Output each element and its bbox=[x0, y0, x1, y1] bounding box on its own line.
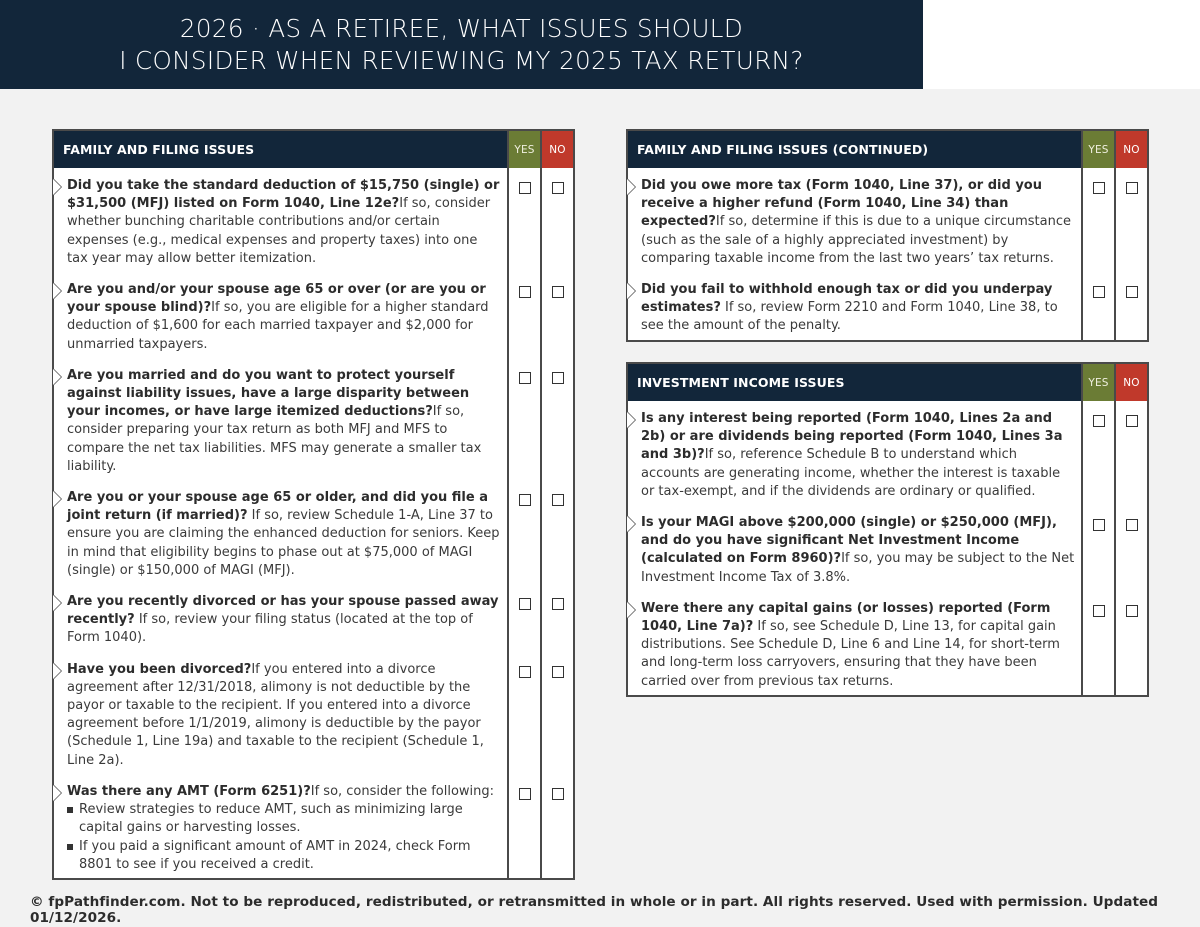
yes-column-header: YES bbox=[507, 131, 540, 168]
no-cell bbox=[540, 272, 573, 358]
no-checkbox[interactable] bbox=[1126, 605, 1138, 617]
answer-text: If so, review Form 2210 and Form 1040, Line 38, to see the amount of the penalty. bbox=[641, 300, 1058, 334]
yes-cell bbox=[507, 480, 540, 584]
answer-text: If so, determine if this is due to a unique circumstance (such as the sale of a highly appreciated investment) by comparing taxable income from the last two years’ tax returns. bbox=[641, 214, 1071, 266]
yes-cell bbox=[507, 652, 540, 774]
checklist-item bbox=[628, 505, 1147, 591]
yes-cell bbox=[507, 358, 540, 480]
checklist-item-text bbox=[54, 272, 507, 358]
no-cell bbox=[540, 168, 573, 272]
checklist-item bbox=[54, 652, 573, 774]
yes-cell bbox=[507, 774, 540, 878]
no-cell bbox=[1114, 168, 1147, 272]
item-arrow-marker-fill bbox=[53, 491, 61, 507]
item-arrow-marker-fill bbox=[53, 595, 61, 611]
question-text: Were there any capital gains (or losses) reported (Form 1040, Line 7a)? bbox=[641, 600, 1051, 635]
question-text: Is any interest being reported (Form 1040, Lines 2a and 2b) or are dividends being reported (Form 1040, Lines 3a and 3b)? bbox=[641, 411, 1063, 463]
yes-column-header: YES bbox=[1081, 364, 1114, 401]
answer-text: If you entered into a divorce agreement after 12/31/2018, alimony is not deductible by the payor or taxable to the recipient. If you entered into a divorce agreement before 1/1/2019, alimony is deductible by the payor (Schedule 1, Line 19a) and taxable to the recipient (Schedule 1, Line 2a). bbox=[67, 661, 484, 768]
investment-income-panel bbox=[626, 362, 1149, 697]
yes-checkbox[interactable] bbox=[519, 286, 531, 298]
yes-cell bbox=[1081, 591, 1114, 695]
no-checkbox[interactable] bbox=[1126, 182, 1138, 194]
question-text: Did you take the standard deduction of $15,750 (single) or $31,500 (MFJ) listed on Form 1040, Line 12e? bbox=[67, 178, 500, 212]
checklist-item bbox=[54, 358, 573, 480]
checklist-item-text bbox=[54, 584, 507, 652]
page-title bbox=[0, 0, 923, 77]
yes-checkbox[interactable] bbox=[1093, 519, 1105, 531]
copyright-footer: © fpPathfinder.com. Not to be reproduced, redistributed, or retransmitted in whole or in part. All rights reserved. Used with permission. Updated 01/12/2026. bbox=[30, 894, 1159, 926]
no-checkbox[interactable] bbox=[552, 182, 564, 194]
yes-column-header: YES bbox=[1081, 131, 1114, 168]
yes-checkbox[interactable] bbox=[1093, 182, 1105, 194]
item-arrow-marker-fill bbox=[627, 602, 635, 618]
no-checkbox[interactable] bbox=[552, 286, 564, 298]
panel-header bbox=[54, 131, 573, 168]
yes-checkbox[interactable] bbox=[1093, 286, 1105, 298]
no-checkbox[interactable] bbox=[1126, 286, 1138, 298]
item-arrow-marker-fill bbox=[627, 283, 635, 299]
yes-checkbox[interactable] bbox=[519, 182, 531, 194]
checklist-item bbox=[628, 272, 1147, 340]
panel-header bbox=[628, 131, 1147, 168]
no-checkbox[interactable] bbox=[552, 666, 564, 678]
bullet-item: Review strategies to reduce AMT, such as minimizing large capital gains or harvesting losses. bbox=[67, 801, 501, 837]
page-header bbox=[0, 0, 923, 89]
checklist-item-text bbox=[54, 358, 507, 480]
no-cell bbox=[540, 358, 573, 480]
no-cell bbox=[540, 652, 573, 774]
no-cell bbox=[1114, 401, 1147, 505]
item-arrow-marker-fill bbox=[53, 663, 61, 679]
no-checkbox[interactable] bbox=[1126, 415, 1138, 427]
yes-cell bbox=[507, 584, 540, 652]
yes-checkbox[interactable] bbox=[519, 372, 531, 384]
item-arrow-marker-fill bbox=[627, 412, 635, 428]
yes-checkbox[interactable] bbox=[519, 666, 531, 678]
checklist-item bbox=[54, 584, 573, 652]
no-column-header: NO bbox=[540, 131, 573, 168]
question-text: Is your MAGI above $200,000 (single) or $250,000 (MFJ), and do you have significant Net Investment Income (calculated on Form 8960)? bbox=[641, 515, 1057, 567]
yes-cell bbox=[1081, 505, 1114, 591]
item-arrow-marker-fill bbox=[53, 369, 61, 385]
question-text: Did you fail to withhold enough tax or did you underpay estimates? bbox=[641, 282, 1053, 316]
no-column-header: NO bbox=[1114, 131, 1147, 168]
no-cell bbox=[1114, 591, 1147, 695]
checklist-item bbox=[628, 168, 1147, 272]
answer-text: If so, review your filing status (located at the top of Form 1040). bbox=[67, 612, 473, 646]
checklist-item-text bbox=[628, 401, 1081, 505]
no-cell bbox=[1114, 272, 1147, 340]
no-checkbox[interactable] bbox=[552, 788, 564, 800]
item-arrow-marker-fill bbox=[627, 179, 635, 195]
family-filing-continued-panel bbox=[626, 129, 1149, 342]
page-title-line-1: 2026 · AS A RETIREE, WHAT ISSUES SHOULD bbox=[179, 14, 744, 43]
yes-cell bbox=[507, 168, 540, 272]
no-column-header: NO bbox=[1114, 364, 1147, 401]
checklist-item-text bbox=[54, 480, 507, 584]
answer-text: If so, consider the following: bbox=[310, 783, 495, 799]
answer-text: If so, reference Schedule B to understand which accounts are generating income, whether the interest is taxable or tax-exempt, and if the dividends are ordinary or qualified. bbox=[641, 447, 1061, 499]
panel-title: INVESTMENT INCOME ISSUES bbox=[637, 375, 845, 390]
yes-checkbox[interactable] bbox=[1093, 605, 1105, 617]
no-cell bbox=[540, 480, 573, 584]
answer-text: If so, consider preparing your tax return as both MFJ and MFS to compare the net tax liabilities. MFS may generate a smaller tax liability. bbox=[67, 404, 482, 474]
no-checkbox[interactable] bbox=[552, 598, 564, 610]
panel-title: FAMILY AND FILING ISSUES (CONTINUED) bbox=[637, 142, 929, 157]
answer-text: If so, review Schedule 1-A, Line 37 to ensure you are claiming the enhanced deduction for seniors. Keep in mind that eligibility begins to phase out at $75,000 of MAGI (single) or $150,000 of MAGI (MFJ). bbox=[67, 508, 500, 578]
checklist-item-text bbox=[628, 505, 1081, 591]
panel-title: FAMILY AND FILING ISSUES bbox=[63, 142, 255, 157]
no-cell bbox=[540, 774, 573, 878]
family-filing-panel bbox=[52, 129, 575, 880]
page-title-line-2: I CONSIDER WHEN REVIEWING MY 2025 TAX RETURN? bbox=[119, 46, 804, 75]
yes-cell bbox=[507, 272, 540, 358]
no-cell bbox=[1114, 505, 1147, 591]
answer-text: If so, you are eligible for a higher standard deduction of $1,600 for each married taxpayer and $2,000 for unmarried taxpayers. bbox=[67, 300, 489, 352]
yes-cell bbox=[1081, 272, 1114, 340]
checklist-item-text bbox=[628, 591, 1081, 695]
checklist-item bbox=[54, 168, 573, 272]
bullet-item: If you paid a significant amount of AMT in 2024, check Form 8801 to see if you received a credit. bbox=[67, 838, 501, 874]
checklist-item-text bbox=[54, 774, 507, 878]
checklist-item bbox=[54, 272, 573, 358]
panel-header bbox=[628, 364, 1147, 401]
question-text: Are you recently divorced or has your spouse passed away recently? bbox=[67, 594, 499, 628]
yes-checkbox[interactable] bbox=[1093, 415, 1105, 427]
checklist-item-text bbox=[628, 272, 1081, 340]
header-blank-area bbox=[923, 0, 1200, 89]
question-text: Are you or your spouse age 65 or older, and did you file a joint return (if married)? bbox=[67, 490, 489, 524]
question-text: Have you been divorced? bbox=[67, 661, 252, 677]
answer-text: If so, see Schedule D, Line 13, for capital gain distributions. See Schedule D, Line 6 and Line 14, for short-term and long-term loss carryovers, ensuring that they have been carried over from previous tax returns. bbox=[641, 619, 1060, 689]
checklist-item bbox=[628, 401, 1147, 505]
answer-text: If so, you may be subject to the Net Investment Income Tax of 3.8%. bbox=[641, 551, 1075, 585]
answer-text: If so, consider whether bunching charitable contributions and/or certain expenses (e.g., medical expenses and property taxes) into one tax year may allow better itemization. bbox=[67, 196, 491, 266]
checklist-item-text bbox=[628, 168, 1081, 272]
yes-checkbox[interactable] bbox=[519, 598, 531, 610]
item-arrow-marker-fill bbox=[53, 179, 61, 195]
yes-cell bbox=[1081, 168, 1114, 272]
yes-checkbox[interactable] bbox=[519, 788, 531, 800]
question-text: Are you married and do you want to protect yourself against liability issues, have a large disparity between your incomes, or have large itemized deductions? bbox=[67, 367, 470, 420]
yes-cell bbox=[1081, 401, 1114, 505]
no-checkbox[interactable] bbox=[552, 494, 564, 506]
question-text: Did you owe more tax (Form 1040, Line 37), or did you receive a higher refund (Form 1040, Line 34) than expected? bbox=[641, 178, 1042, 230]
no-checkbox[interactable] bbox=[1126, 519, 1138, 531]
checklist-item-text bbox=[54, 168, 507, 272]
item-arrow-marker-fill bbox=[627, 516, 635, 532]
yes-checkbox[interactable] bbox=[519, 494, 531, 506]
item-arrow-marker-fill bbox=[53, 283, 61, 299]
no-cell bbox=[540, 584, 573, 652]
question-text: Are you and/or your spouse age 65 or over (or are you or your spouse blind)? bbox=[67, 282, 486, 316]
no-checkbox[interactable] bbox=[552, 372, 564, 384]
checklist-item bbox=[628, 591, 1147, 695]
checklist-item-text bbox=[54, 652, 507, 774]
bullet-list bbox=[67, 801, 501, 874]
checklist-item bbox=[54, 480, 573, 584]
item-arrow-marker-fill bbox=[53, 785, 61, 801]
checklist-item bbox=[54, 774, 573, 878]
question-text: Was there any AMT (Form 6251)? bbox=[67, 783, 311, 799]
